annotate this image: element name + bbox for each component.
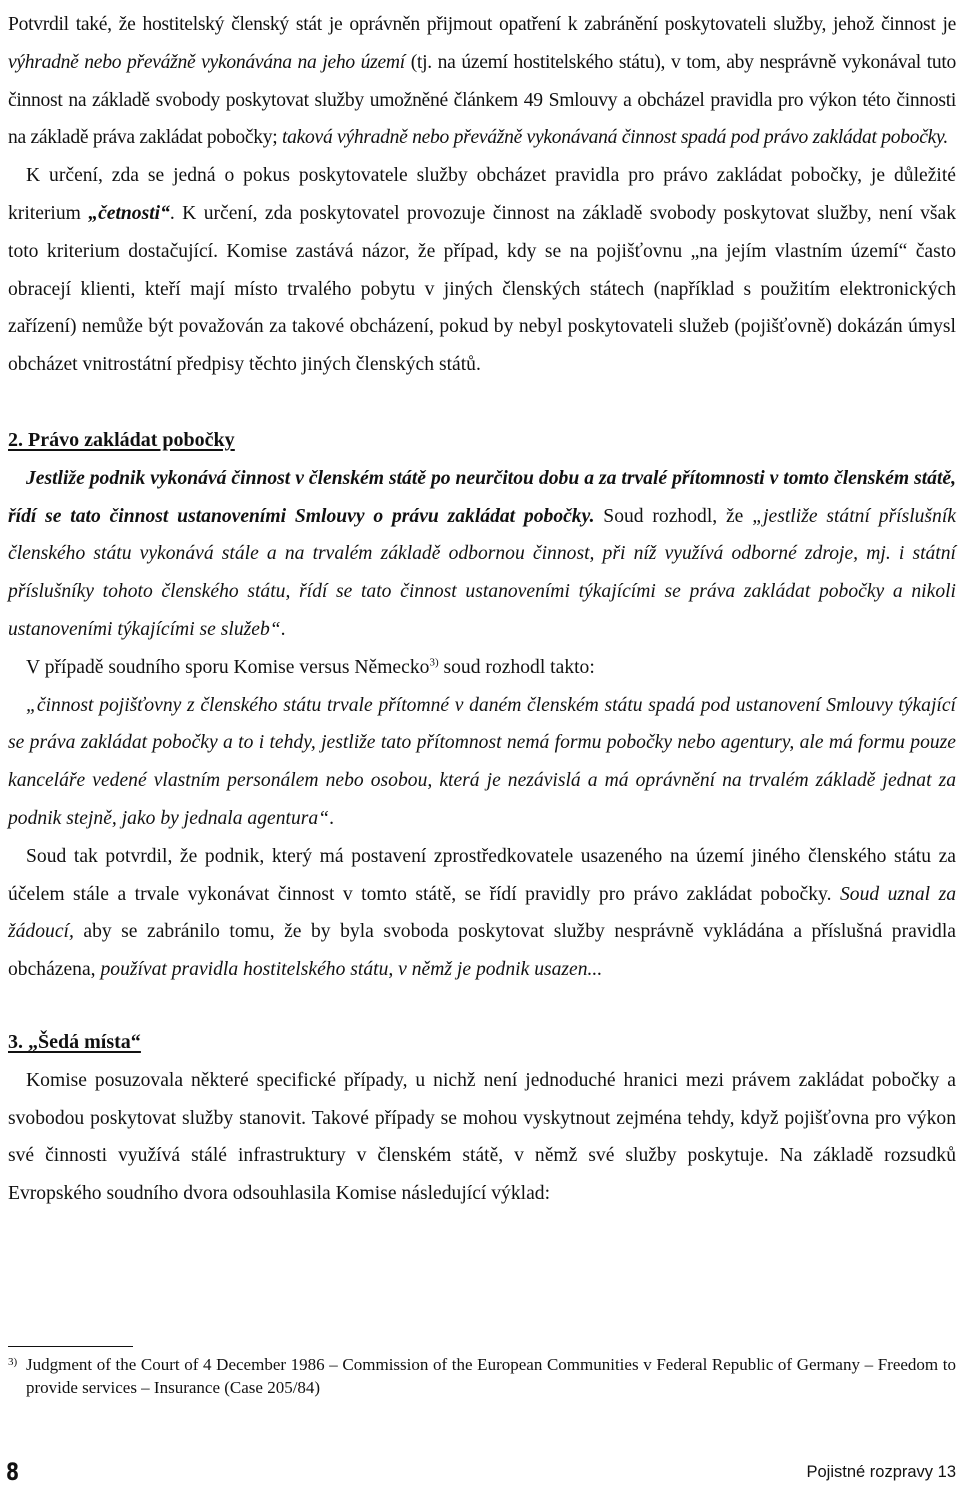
page-body: [8, 6, 956, 1213]
paragraph-5-quote: „činnost pojišťovny z členského státu trvale přítomné v daném členském státu spadá pod ustanovení Smlouvy týkající se práva zakládat pobočky a to i tehdy, jestliže tato přítomnost nemá formu pobočky nebo agentury, ale má formu pouze kanceláře vedené vlastním personálem nebo osobou, která je nezávislá a má oprávnění na trvalém základě jednat za podnik stejně, jako by jednala agentura“.: [8, 694, 956, 829]
section-2-heading: 2. Právo zakládat pobočky: [8, 428, 235, 451]
footnote-ref: 3): [429, 656, 439, 669]
paragraph-1: Potvrdil také, že hostitelský členský stát je oprávněn přijmout opatření k zabránění poskytovateli služby, jehož činnost je výhradně nebo převážně vykonávána na jeho území (tj. na území hostitelského státu), v tom, aby nesprávně vykonával tuto činnost na základě svobody poskytovat služby umožněné článkem 49 Smlouvy a obcházel pravidla pro výkon této činnosti na základě práva zakládat pobočky; taková výhradně nebo převážně vykonávaná činnost spadá pod právo zakládat pobočky.: [8, 14, 956, 149]
paragraph-4: V případě soudního sporu Komise versus Německo$^{3)}$ soud rozhodl takto:: [26, 656, 595, 678]
footnote-mark: 3): [8, 1356, 18, 1368]
page-number: 8: [6, 1458, 20, 1486]
section-3-heading: 3. „Šedá místa“: [8, 1030, 141, 1053]
paragraph-7: Komise posuzovala některé specifické případy, u nichž není jednoduché hranici mezi právem zakládat pobočky a svobodou poskytovat služby stanovit. Takové případy se mohou vyskytnout zejména tehdy, když pojišťovna pro výkon své činnosti využívá stálé infrastruktury v členském státě, v němž své služby poskytuje. Na základě rozsudků Evropského soudního dvora odsouhlasila Komise následující výklad:: [8, 1069, 956, 1205]
paragraph-2: K určení, zda se jedná o pokus poskytovatele služby obcházet pravidla pro právo zakládat pobočky, je důležité kriterium „četnosti“. K určení, zda poskytovatel provozuje činnost na základě svobody poskytovat služby, není však toto kriterium dostačující. Komise zastává názor, že případ, kdy se na pojišťovnu „na jejím vlastním území“ často obracejí klienti, kteří mají místo trvalého pobytu v jiných členských státech (například s použitím elektronických zařízení) nemůže být považován za takové obcházení, pokud by nebyl poskytovateli služeb (pojišťovně) dokázán úmysl obcházet vnitrostátní předpisy těchto jiných členských států.: [8, 165, 956, 376]
running-footer-title: Pojistné rozpravy 13: [806, 1463, 956, 1481]
paragraph-6: Soud tak potvrdil, že podnik, který má postavení zprostředkovatele usazeného na území jiného členského státu za účelem stále a trvale vykonávat činnost v tomto státě, se řídí pravidly pro právo zakládat pobočky. Soud uznal za žádoucí, aby se zabránilo tomu, že by byla svoboda poskytovat služby nesprávně vykládána a příslušná pravidla obcházena, používat pravidla hostitelského státu, v němž je podnik usazen...: [8, 845, 957, 981]
footnote-text: Judgment of the Court of 4 December 1986 – Commission of the European Communities v Federal Republic of Germany – Freedom to provide services – Insurance (Case 205/84): [26, 1355, 956, 1397]
footnote-divider: [8, 1346, 133, 1347]
footnote: [8, 1353, 956, 1399]
paragraph-3: Jestliže podnik vykonává činnost v členském státě po neurčitou dobu a za trvalé přítomnosti v tomto členském státě, řídí se tato činnost ustanoveními Smlouvy o právu zakládat pobočky. Soud rozhodl, že „jestliže státní příslušník členského státu vykonává stále a na trvalém základě odbornou činnost, při níž využívá odborné zdroje, mj. i státní příslušníky tohoto členského státu, řídí se tato činnost ustanoveními týkajícími se práva zakládat pobočky a nikoli ustanoveními týkajícími se služeb“.: [8, 467, 956, 640]
